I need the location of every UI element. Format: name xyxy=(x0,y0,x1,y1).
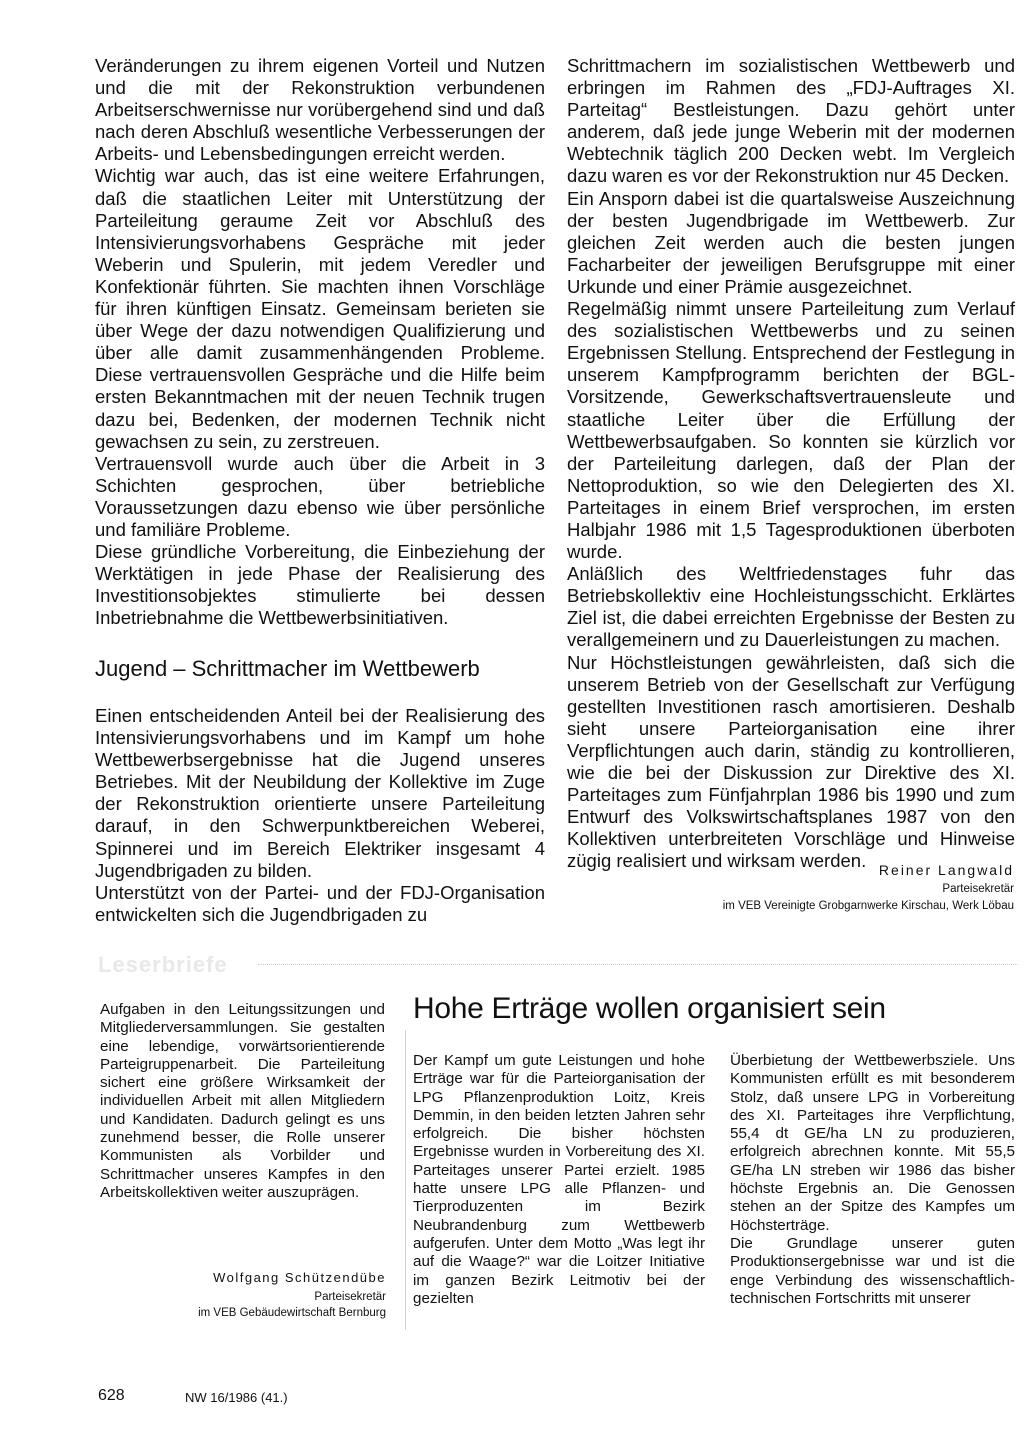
paragraph: Aufgaben in den Leitungssitzungen und Mitgliederversammlungen. Sie gestalten eine lebendige, vorwärtsorientierende Parteigruppenarbeit. Die Parteileitung sichert eine größere Wirksamkeit der individuellen Arbeit mit allen Mitgliedern und Kandidaten. Dadurch gelingt es uns zunehmend besser, die Rolle unserer Kommunisten als Vorbilder und Schrittmacher unseres Kampfes in den Arbeitskollektiven weiter auszuprägen. xyxy=(100,1001,385,1201)
paragraph: Schrittmachern im sozialistischen Wettbewerb und erbringen im Rahmen des „FDJ-Auftrages XI. Parteitag“ Bestleistungen. Dazu gehört unter anderem, daß jede junge Weberin mit der modernen Webtechnik täglich 200 Decken webt. Im Vergleich dazu waren es vor der Rekonstruktion nur 45 Decken. xyxy=(567,55,1015,187)
paragraph: Überbietung der Wettbewerbsziele. Uns Kommunisten erfüllt es mit besonderem Stolz, daß unsere LPG in Vorbereitung des XI. Parteitages ihre Verpflichtung, 55,4 dt GE/ha LN zu produzieren, erfolgreich abrechnen konnte. Mit 55,5 GE/ha LN streben wir 1986 das bisher höchste Ergebnis an. Die Genossen stehen an der Spitze des Kampfes um Höchsterträge. xyxy=(730,1052,1015,1234)
paragraph: Einen entscheidenden Anteil bei der Realisierung des Intensivierungsvorhabens und im Kampf um hohe Wettbewerbsergebnisse hat die Jugend unseres Betriebes. Mit der Neubildung der Kollektive im Zuge der Rekonstruktion orientierte unsere Parteileitung darauf, in den Schwerpunktbereichen Weberei, Spinnerei und im Bereich Elektriker insgesamt 4 Jugendbrigaden zu bilden. xyxy=(95,705,545,881)
article-title: Hohe Erträge wollen organisiert sein xyxy=(413,992,886,1025)
author-organization: im VEB Vereinigte Grobgarnwerke Kirschau, Werk Löbau xyxy=(722,900,1014,912)
paragraph: Die Grundlage unserer guten Produktionsergebnisse war und ist die enge Verbindung des wissenschaftlich-technischen Fortschritts mit unserer xyxy=(730,1234,1015,1307)
letter-column-left xyxy=(100,1001,385,1202)
article-column-top-right xyxy=(567,55,1015,872)
paragraph: Der Kampf um gute Leistungen und hohe Erträge war für die Parteiorganisation der LPG Pflanzenproduktion Loitz, Kreis Demmin, in den beiden letzten Jahren sehr erfolgreich. Die bisher höchsten Ergebnisse wurden in Vorbereitung des XI. Parteitages unserer Partei erzielt. 1985 hatte unsere LPG alle Pflanzen- und Tierproduzenten im Bezirk Neubrandenburg zum Wettbewerb aufgerufen. Unter dem Motto „Was legt ihr auf die Waage?“ war die Loitzer Initiative im ganzen Bezirk Leitmotiv bei der gezielten xyxy=(413,1052,705,1307)
author-role: Parteisekretär xyxy=(314,1291,386,1303)
author-role: Parteisekretär xyxy=(942,883,1014,895)
paragraph: Anläßlich des Weltfriedenstages fuhr das Betriebskollektiv eine Hochleistungsschicht. Erklärtes Ziel ist, die dabei erreichten Ergebnisse der Besten zu verallgemeinern und zu Dauerleistungen zu machen. xyxy=(567,563,1015,651)
paragraph: Veränderungen zu ihrem eigenen Vorteil und Nutzen und die mit der Rekonstruktion verbundenen Arbeitserschwernisse nur vorübergehend sind und daß nach deren Abschluß wesentliche Verbesserungen der Arbeits- und Lebensbedingungen erreicht werden. xyxy=(95,55,545,165)
column-rule xyxy=(405,1030,406,1330)
section-divider xyxy=(98,952,1018,977)
paragraph: Diese gründliche Vorbereitung, die Einbeziehung der Werktätigen in jede Phase der Realisierung des Investitionsobjektes stimulierte bei dessen Inbetriebnahme die Wettbewerbsinitiativen. xyxy=(95,541,545,629)
section-label: Leserbriefe xyxy=(98,952,228,977)
paragraph: Nur Höchstleistungen gewährleisten, daß sich die unserem Betrieb von der Gesellschaft zur Verfügung gestellten Investitionen rasch amortisieren. Deshalb sieht unsere Parteiorganisation eine ihrer Verpflichtungen auch darin, ständig zu kontrollieren, wie die bei der Diskussion zur Direktive des XI. Parteitages zum Fünfjahrplan 1986 bis 1990 und zum Entwurf des Volkswirtschaftsplanes 1987 von den Kollektiven unterbreiteten Vorschläge und Hinweise zügig realisiert und wirksam werden. xyxy=(567,651,1015,872)
article-column-top-left-continued xyxy=(95,705,545,926)
section-heading: Jugend – Schrittmacher im Wettbewerb xyxy=(95,656,480,681)
paragraph: Regelmäßig nimmt unsere Parteileitung zum Verlauf des sozialistischen Wettbewerbs und zu seinen Ergebnissen Stellung. Entsprechend der Festlegung in unserem Kampfprogramm berichten der BGL-Vorsitzende, Gewerkschaftsvertrauensleute und staatliche Leiter über die Erfüllung der Wettbewerbsaufgaben. So konnten sie kürzlich vor der Parteileitung darlegen, daß der Plan der Nettoproduktion, so wie den Delegierten des XI. Parteitages in einem Brief versprochen, im ersten Halbjahr 1986 mit 1,5 Tagesproduktionen überboten wurde. xyxy=(567,298,1015,563)
paragraph: Ein Ansporn dabei ist die quartalsweise Auszeichnung der besten Jugendbrigade im Wettbewerb. Zur gleichen Zeit werden auch die besten jungen Facharbeiter der jeweiligen Berufsgruppe mit einer Urkunde und einer Prämie ausgezeichnet. xyxy=(567,187,1015,297)
paragraph: Unterstützt von der Partei- und der FDJ-Organisation entwickelten sich die Jugendbrigaden zu xyxy=(95,881,545,925)
issue-reference: NW 16/1986 (41.) xyxy=(185,1390,288,1405)
author-name: Reiner Langwald xyxy=(878,862,1014,878)
article-column-bottom-right xyxy=(730,1052,1015,1308)
paragraph: Wichtig war auch, das ist eine weitere Erfahrungen, daß die staatlichen Leiter mit Unterstützung der Parteileitung geraume Zeit vor Abschluß des Intensivierungsvorhabens Gespräche mit jeder Weberin und Spulerin, mit jedem Veredler und Konfektionär führten. Sie machten ihnen Vorschläge für ihren künftigen Einsatz. Gemeinsam berieten sie über Wege der dazu notwendigen Qualifizierung und über alle damit zusammenhängenden Probleme. Diese vertrauensvollen Gespräche und die Hilfe beim ersten Bekanntmachen mit der neuen Technik trugen dazu bei, Bedenken, der modernen Technik nicht gewachsen zu sein, zu zerstreuen. xyxy=(95,165,545,452)
page-number: 628 xyxy=(98,1387,125,1404)
divider-line xyxy=(258,964,1018,965)
author-name: Wolfgang Schützendübe xyxy=(213,1270,386,1285)
article-column-top-left xyxy=(95,55,545,629)
paragraph: Vertrauensvoll wurde auch über die Arbeit in 3 Schichten gesprochen, über betriebliche Voraussetzungen dazu ebenso wie über persönliche und familiäre Probleme. xyxy=(95,452,545,540)
author-organization: im VEB Gebäudewirtschaft Bernburg xyxy=(198,1307,386,1319)
article-column-bottom-middle xyxy=(413,1052,705,1308)
